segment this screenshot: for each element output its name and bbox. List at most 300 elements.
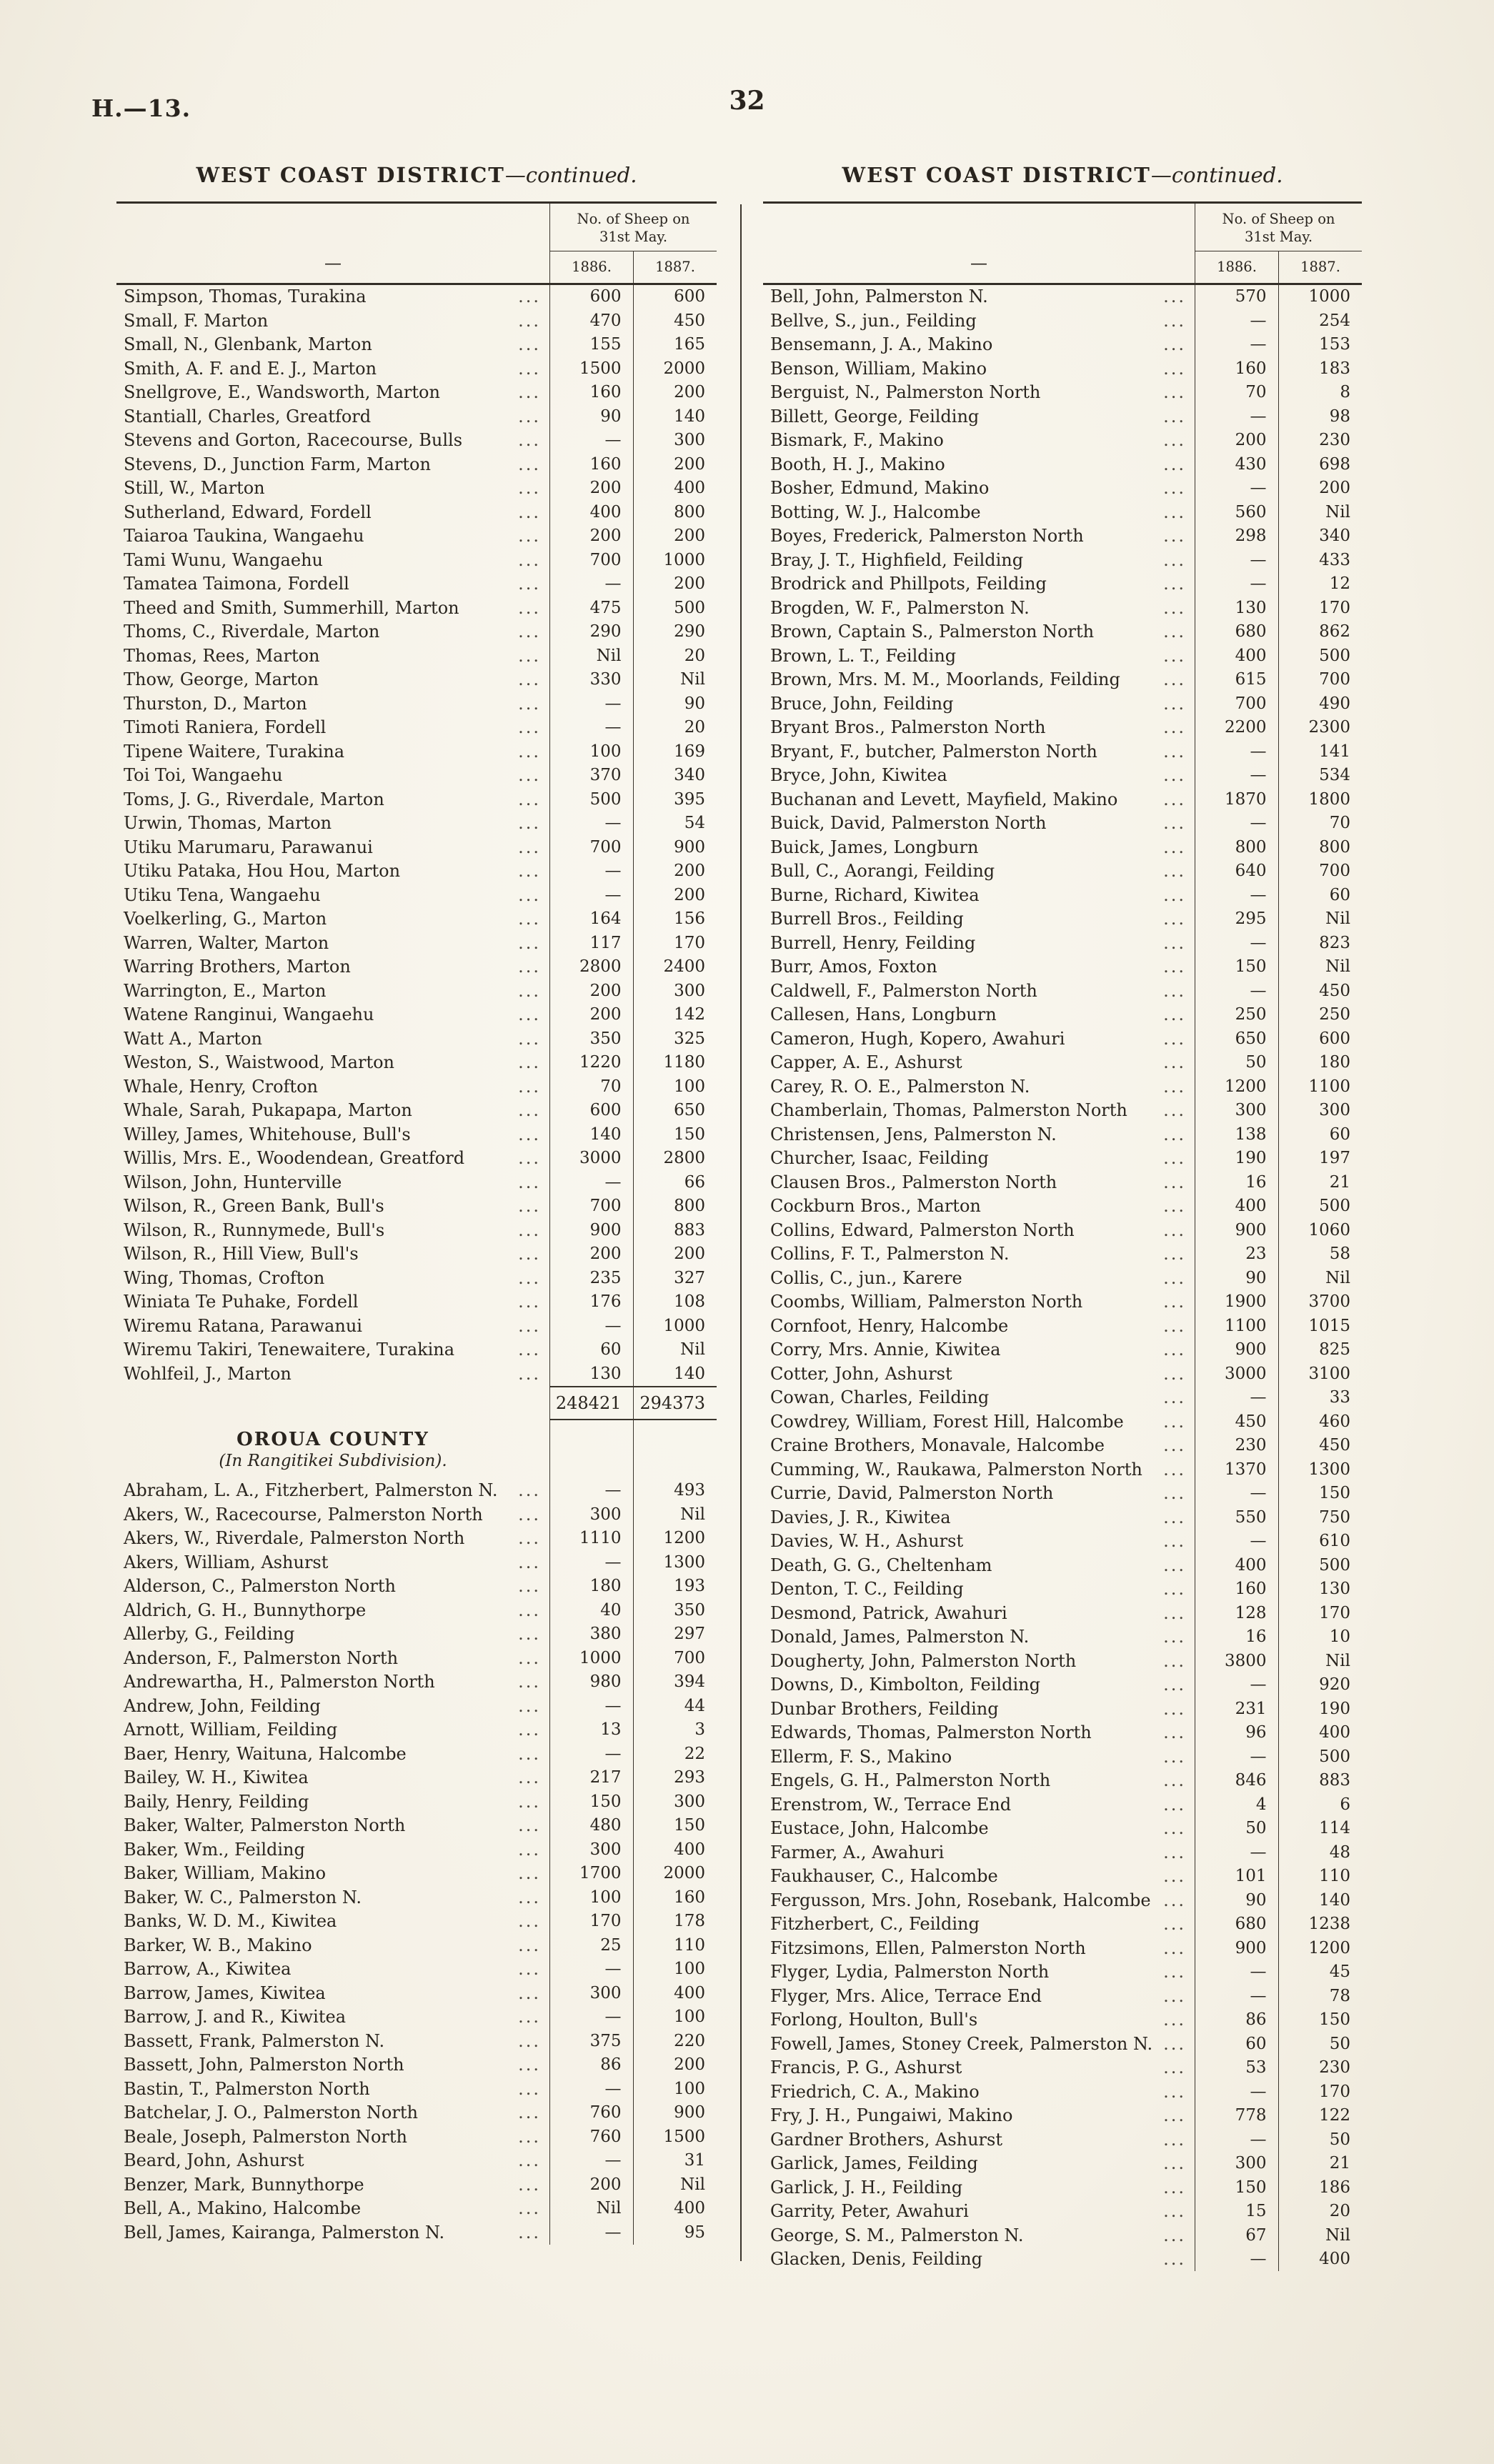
value-1886: 900 [1195,1936,1279,1960]
value-1886: 430 [1195,452,1279,477]
owner-name-text: Cumming, W., Raukawa, Palmerston North [770,1459,1142,1480]
owner-name-text: Wiremu Ratana, Parawanui [124,1315,362,1336]
owner-name [763,452,1195,477]
leader-dots: ... [518,1052,541,1073]
owner-name-text: Carey, R. O. E., Palmerston N. [770,1076,1030,1097]
table-row [763,1362,1362,1386]
table-row [763,1218,1362,1242]
owner-name-text: Winiata Te Puhake, Fordell [124,1292,359,1312]
owner-name-text: Cameron, Hugh, Kopero, Awahuri [770,1028,1065,1049]
table-row [763,2248,1362,2272]
leader-dots: ... [1163,1292,1186,1312]
owner-name-text: Wohlfeil, J., Marton [124,1363,292,1384]
owner-name-text: Christensen, Jens, Palmerston N. [770,1124,1057,1144]
table-row [116,2053,717,2078]
leader-dots: ... [1163,1196,1186,1217]
value-1886: — [1195,883,1279,907]
table-row [116,1194,717,1219]
owner-name-text: Allerby, G., Feilding [124,1624,295,1645]
leader-dots: ... [1163,1267,1186,1288]
value-1886: — [550,812,634,836]
table-row [116,1814,717,1838]
owner-name-text: Whale, Sarah, Pukapapa, Marton [124,1100,412,1121]
leader-dots: ... [518,2126,541,2147]
leader-dots: ... [518,1267,541,1288]
owner-name-text: Cornfoot, Henry, Halcombe [770,1315,1009,1336]
value-1886: 2200 [1195,716,1279,740]
value-1886: — [550,692,634,716]
value-1886: 250 [1195,1003,1279,1027]
leader-dots: ... [1163,1650,1186,1671]
owner-name [116,2005,550,2030]
leader-dots: ... [518,813,541,834]
value-1887: 220 [674,2031,705,2050]
value-1887: 883 [1319,1771,1350,1790]
value-1887: 1200 [1308,1938,1350,1957]
value-1887: 153 [1319,335,1350,354]
owner-name-text: Watene Ranginui, Wangaehu [124,1004,374,1025]
table-row [116,2220,717,2245]
value-1886: 295 [1195,907,1279,932]
table-row [763,1625,1362,1650]
owner-name-text: Whale, Henry, Crofton [124,1076,318,1097]
value-1887: 600 [1319,1029,1350,1048]
leader-dots: ... [518,741,541,762]
value-1886: 23 [1195,1242,1279,1267]
table-row [763,1505,1362,1530]
value-1887: Nil [680,1340,705,1360]
owner-name [763,1218,1195,1242]
value-1887: 400 [674,2199,705,2218]
table-row [116,1694,717,1718]
leader-dots: ... [1163,1985,1186,2006]
owner-name [763,1745,1195,1769]
owner-name-text: Berguist, N., Palmerston North [770,382,1041,403]
owner-name [763,1482,1195,1506]
leader-dots: ... [518,1982,541,2003]
owner-name-text: Fowell, James, Stoney Creek, Palmerston N. [770,2033,1153,2054]
value-1886: 180 [550,1575,634,1599]
owner-name [116,2053,550,2078]
value-1886: 615 [1195,668,1279,692]
value-1886: — [1195,1840,1279,1865]
owner-name-text: Wilson, R., Hill View, Bull's [124,1244,359,1265]
value-1886: 90 [1195,1888,1279,1912]
value-1887: 150 [674,1124,705,1144]
leader-dots: ... [1163,1435,1186,1456]
value-1886: 96 [1195,1721,1279,1745]
owner-name [116,1266,550,1290]
table-row [116,1766,717,1790]
leader-dots: ... [1163,1531,1186,1552]
table-row [763,1697,1362,1721]
value-1886: — [1195,2080,1279,2104]
value-1886: 1500 [550,356,634,381]
owner-name [116,1242,550,1267]
value-1887: Nil [1325,957,1350,977]
total-1886: 248421 [550,1386,634,1420]
district-title-continued: —continued. [504,163,637,187]
value-1886: 217 [550,1766,634,1790]
numbers-column-header [550,204,717,283]
value-1887: 190 [1319,1699,1350,1718]
table-row [763,1673,1362,1697]
owner-name-text: Cotter, John, Ashurst [770,1363,952,1384]
leader-dots: ... [1163,2033,1186,2054]
value-1886: Nil [550,644,634,668]
value-1886: 300 [550,1981,634,2005]
value-1887: 22 [684,1744,705,1763]
value-1886: 86 [1195,2008,1279,2032]
owner-name-text: Thurston, D., Marton [124,693,307,714]
value-1886: 130 [1195,596,1279,620]
owner-name-text: Thow, George, Marton [124,669,319,690]
owner-name-text: Coombs, William, Palmerston North [770,1292,1083,1312]
value-1886: 470 [550,309,634,333]
owner-name-text: Willis, Mrs. E., Woodendean, Greatford [124,1148,465,1169]
owner-name [116,859,550,884]
leader-dots: ... [1163,1387,1186,1408]
value-1887: 400 [674,1983,705,2002]
table-row [116,309,717,333]
table-row [763,285,1362,309]
value-1886: 640 [1195,859,1279,884]
value-1886: 231 [1195,1697,1279,1721]
owner-name-text: Wilson, John, Hunterville [124,1172,342,1192]
value-1887: 883 [674,1220,705,1240]
leader-dots: ... [518,382,541,403]
table-header-right [763,204,1362,285]
table-row [116,2005,717,2030]
table-row [116,1003,717,1027]
leader-dots: ... [518,1148,541,1169]
table-row [116,2125,717,2149]
table-row [763,883,1362,907]
owner-name [763,356,1195,381]
owner-name-text: Corry, Mrs. Annie, Kiwitea [770,1340,1001,1360]
owner-name [763,1122,1195,1147]
section-subtitle: (In Rangitikei Subdivision). [219,1451,447,1470]
leader-dots: ... [518,1076,541,1097]
table-row [116,1218,717,1242]
group-header-line1: No. of Sheep on [577,211,690,227]
owner-name-text: Weston, S., Waistwood, Marton [124,1052,395,1073]
leader-dots: ... [518,1791,541,1812]
leader-dots: ... [518,1839,541,1860]
value-1886: 1110 [550,1527,634,1551]
value-1887: 493 [674,1481,705,1500]
value-1886: 170 [550,1910,634,1934]
value-1886: — [1195,979,1279,1003]
table-row [116,668,717,692]
owner-name [763,1817,1195,1841]
table-row [116,1362,717,1386]
value-1887: 3 [694,1720,705,1740]
value-1887: 610 [1319,1532,1350,1551]
owner-name [763,1888,1195,1912]
table-row [116,1338,717,1362]
owner-name [763,644,1195,668]
owner-name [763,1697,1195,1721]
owner-name-text: Voelkerling, G., Marton [124,909,327,929]
owner-name-text: Caldwell, F., Palmerston North [770,980,1037,1001]
owner-name-text: Akers, W., Riverdale, Palmerston North [124,1528,465,1549]
owner-name-text: Botting, W. J., Halcombe [770,502,981,522]
owner-name [116,2101,550,2125]
owner-name [116,692,550,716]
owner-name [116,1862,550,1886]
leader-dots: ... [1163,861,1186,882]
leader-dots: ... [1163,957,1186,977]
value-1887: 95 [684,2223,705,2242]
leader-dots: ... [518,478,541,499]
owner-name-text: Toi Toi, Wangaehu [124,765,283,786]
leader-dots: ... [1163,813,1186,834]
owner-name-text: Faukhauser, C., Halcombe [770,1866,998,1887]
leader-dots: ... [1163,502,1186,522]
owner-name-text: Ellerm, F. S., Makino [770,1746,952,1767]
table-row [116,812,717,836]
value-1886: — [550,1694,634,1718]
value-1887: 150 [674,1816,705,1835]
owner-name-text: Bosher, Edmund, Makino [770,478,990,499]
table-row [116,955,717,979]
value-1887: 300 [674,431,705,450]
owner-name [116,1027,550,1051]
value-1886: 200 [550,979,634,1003]
value-1886: 200 [550,2173,634,2197]
owner-name-text: Baker, William, Makino [124,1863,327,1884]
value-1887: 400 [674,479,705,498]
table-row [763,524,1362,549]
table-row [763,668,1362,692]
value-1887: 45 [1329,1962,1350,1982]
value-1886: — [550,2220,634,2245]
value-1887: 140 [1319,1890,1350,1910]
leader-dots: ... [518,2055,541,2075]
owner-name [116,381,550,405]
owner-name [763,1865,1195,1889]
owner-name-text: Collins, F. T., Palmerston N. [770,1244,1010,1265]
value-1886: 70 [550,1074,634,1099]
leader-dots: ... [518,406,541,427]
owner-name [116,1314,550,1338]
table-row [116,404,717,429]
owner-name [116,548,550,572]
leader-dots: ... [518,2198,541,2219]
owner-name-text: Stevens and Gorton, Racecourse, Bulls [124,430,463,451]
owner-name [763,692,1195,716]
value-1887: 800 [674,1197,705,1216]
value-1887: 900 [674,837,705,857]
table-row [116,1885,717,1910]
table-row [116,1314,717,1338]
owner-name-text: Bryce, John, Kiwitea [770,765,947,786]
owner-name [116,404,550,429]
value-1886: 760 [550,2125,634,2149]
value-1887: 186 [1319,2178,1350,2197]
value-1887: 200 [674,454,705,474]
owner-name-text: Clausen Bros., Palmerston North [770,1172,1057,1192]
owner-name [763,1410,1195,1434]
owner-name [116,596,550,620]
value-1887: 500 [674,598,705,617]
leader-dots: ... [518,2222,541,2243]
leader-dots: ... [1163,1340,1186,1360]
leader-dots: ... [1163,574,1186,594]
owner-name [763,1290,1195,1315]
value-1886: — [1195,1482,1279,1506]
owner-name [116,1362,550,1386]
value-1887: 78 [1329,1986,1350,2005]
value-1886: — [1195,1530,1279,1554]
value-1886: — [1195,764,1279,788]
leader-dots: ... [518,454,541,474]
value-1886: 60 [550,1338,634,1362]
value-1886: 155 [550,333,634,357]
owner-name-text: Batchelar, J. O., Palmerston North [124,2103,418,2123]
owner-name [116,1646,550,1670]
value-1887: 50 [1329,2130,1350,2149]
owner-name [763,2056,1195,2080]
owner-name-text: Garrity, Peter, Awahuri [770,2201,969,2222]
value-1886: 900 [550,1218,634,1242]
owner-name [116,1550,550,1575]
leader-dots: ... [518,430,541,451]
owner-name [763,1266,1195,1290]
leader-dots: ... [1163,1962,1186,1982]
owner-name [116,477,550,501]
owner-name-text: Baily, Henry, Feilding [124,1791,309,1812]
value-1886: 500 [550,787,634,812]
owner-name-text: Bray, J. T., Highfield, Feilding [770,549,1024,570]
owner-name-text: Capper, A. E., Ashurst [770,1052,962,1073]
owner-name-text: Baker, Walter, Palmerston North [124,1815,406,1836]
owner-name-text: Glacken, Denis, Feilding [770,2249,982,2270]
owner-name-text: Theed and Smith, Summerhill, Marton [124,597,459,618]
value-1887: 290 [674,622,705,642]
table-row [763,2056,1362,2080]
totals-row [116,1386,717,1420]
owner-name-text: Akers, William, Ashurst [124,1552,329,1572]
leader-dots: ... [518,2030,541,2051]
table-row [763,1074,1362,1099]
table-row [116,285,717,309]
value-1887: 230 [1319,2058,1350,2078]
value-1886: 200 [550,524,634,549]
value-1887: Nil [1325,909,1350,929]
value-1887: 21 [1329,2154,1350,2173]
owner-name-text: Bryant Bros., Palmerston North [770,717,1046,738]
leader-dots: ... [1163,310,1186,331]
table-row [763,1769,1362,1793]
year-headers [1195,251,1362,283]
value-1886: 50 [1195,1817,1279,1841]
owner-name-text: Andrew, John, Feilding [124,1695,321,1716]
value-1887: 400 [674,1840,705,1859]
table-row [116,1027,717,1051]
table-row [116,1242,717,1267]
owner-name [763,1386,1195,1410]
value-1886: 298 [1195,524,1279,549]
value-1887: 750 [1319,1507,1350,1527]
value-1886: 53 [1195,2056,1279,2080]
leader-dots: ... [1163,1770,1186,1791]
owner-name [763,859,1195,884]
leader-dots: ... [518,1244,541,1265]
leader-dots: ... [518,1863,541,1884]
owner-name-text: Wing, Thomas, Crofton [124,1267,325,1288]
table-row [116,2149,717,2173]
leader-dots: ... [1163,1459,1186,1480]
owner-name-text: Baer, Henry, Waituna, Halcombe [124,1743,407,1764]
value-1886: 160 [550,452,634,477]
value-1886: 16 [1195,1170,1279,1194]
value-1886: 100 [550,739,634,764]
owner-name [763,1960,1195,1985]
value-1887: 160 [674,1887,705,1907]
value-1886: 480 [550,1814,634,1838]
owner-name-text: Bailey, W. H., Kiwitea [124,1767,309,1788]
value-1886: 700 [1195,692,1279,716]
table-row [116,931,717,955]
owner-name [116,1479,550,1503]
owner-name-text: Smith, A. F. and E. J., Marton [124,358,377,379]
leader-dots: ... [1163,2105,1186,2126]
table-row [116,1122,717,1147]
value-1887: 1500 [663,2127,705,2146]
owner-name [763,404,1195,429]
table-row [763,1170,1362,1194]
leader-dots: ... [1163,622,1186,642]
owner-name [763,1530,1195,1554]
owner-name-text: Donald, James, Palmerston N. [770,1627,1030,1647]
table-row [763,1577,1362,1602]
owner-name [116,285,550,309]
owner-name-text: Urwin, Thomas, Marton [124,813,332,834]
owner-name [763,333,1195,357]
leader-dots: ... [1163,1028,1186,1049]
value-1886: 235 [550,1266,634,1290]
leader-dots: ... [1163,2058,1186,2078]
table-row [763,2128,1362,2152]
leader-dots: ... [518,1720,541,1740]
value-1886: 680 [1195,620,1279,644]
owner-name [763,1434,1195,1458]
value-1886: 70 [1195,381,1279,405]
table-row [116,1622,717,1647]
value-1886: 600 [550,285,634,309]
owner-name-text: Chamberlain, Thomas, Palmerston North [770,1100,1127,1121]
table-row [763,1601,1362,1625]
value-1887: 183 [1319,359,1350,378]
owner-name [116,1527,550,1551]
value-1886: 650 [1195,1027,1279,1051]
leader-dots: ... [518,765,541,786]
value-1887: 140 [674,1364,705,1383]
owner-name [116,2149,550,2173]
value-1886: — [1195,2248,1279,2272]
table-row [116,356,717,381]
table-row [116,596,717,620]
owner-name-text: Tipene Waitere, Turakina [124,741,345,762]
value-1886: 160 [550,381,634,405]
value-1887: 700 [1319,862,1350,881]
owner-name-text: Garlick, James, Feilding [770,2153,978,2174]
owner-name-text: Flyger, Mrs. Alice, Terrace End [770,1985,1042,2006]
owner-name [763,668,1195,692]
year-header-1886: 1886. [572,258,612,275]
